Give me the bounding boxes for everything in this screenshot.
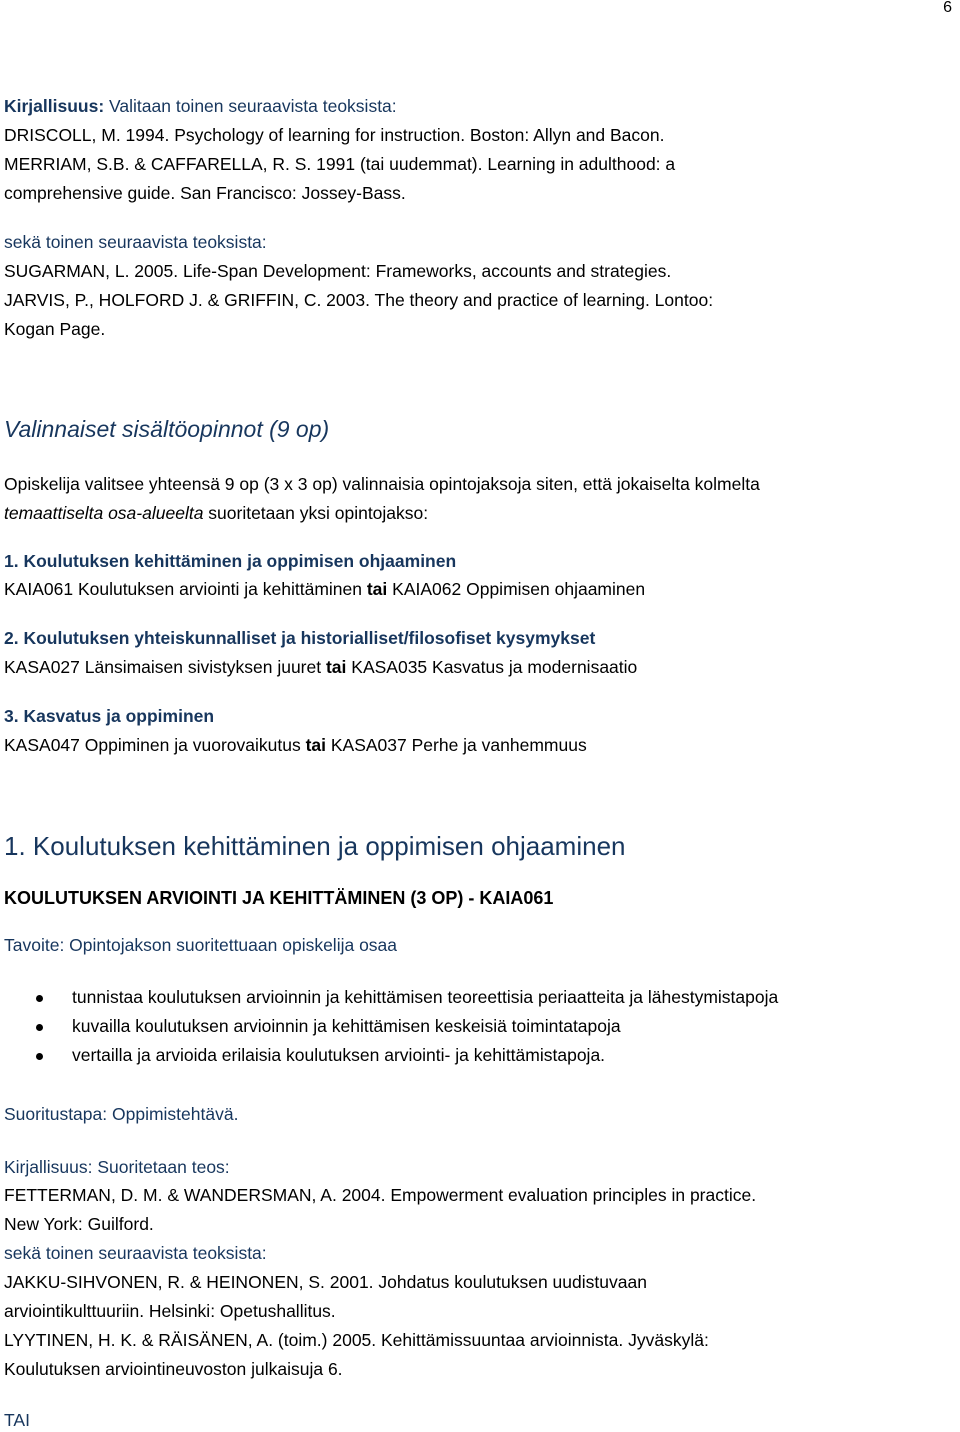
bullet-icon xyxy=(36,995,43,1002)
electives-intro-cont xyxy=(4,505,428,523)
course-option: KASA035 Kasvatus ja modernisaatio xyxy=(346,657,638,677)
elective-area-title: 1. Koulutuksen kehittäminen ja oppimisen ohjaaminen xyxy=(4,551,457,571)
goal-line xyxy=(4,937,397,955)
electives-heading: Valinnaiset sisältöopinnot (9 op) xyxy=(4,416,330,442)
section-heading: 1. Koulutuksen kehittäminen ja oppimisen ohjaaminen xyxy=(4,831,626,861)
list-item-text: vertailla ja arvioida erilaisia koulutuksen arviointi- ja kehittämistapoja. xyxy=(72,1045,606,1065)
elective-area-courses xyxy=(4,659,637,677)
page-number: 6 xyxy=(943,0,952,16)
or-label: tai xyxy=(325,657,347,677)
elective-area-title: 2. Koulutuksen yhteiskunnalliset ja historialliset/filosofiset kysymykset xyxy=(4,628,596,648)
course-option: KASA027 Länsimaisen sivistyksen juuret xyxy=(4,657,326,677)
literature-entry: DRISCOLL, M. 1994. Psychology of learning for instruction. Boston: Allyn and Bacon. xyxy=(4,125,665,145)
literature-intro xyxy=(4,98,397,116)
method-text: Oppimistehtävä. xyxy=(107,1104,239,1124)
course-option: KAIA062 Oppimisen ohjaaminen xyxy=(387,579,646,599)
literature-intro-text: Suoritetaan teos: xyxy=(92,1157,230,1177)
list-item-text: kuvailla koulutuksen arvioinnin ja kehittämisen keskeisiä toimintatapoja xyxy=(72,1016,621,1036)
course-option: KASA037 Perhe ja vanhemmuus xyxy=(326,735,587,755)
goal-label: Tavoite: xyxy=(4,935,65,955)
literature-entry: MERRIAM, S.B. & CAFFARELLA, R. S. 1991 (tai uudemmat). Learning in adulthood: a xyxy=(4,154,676,174)
bullet-icon xyxy=(36,1053,43,1060)
course-option: KASA047 Oppiminen ja vuorovaikutus xyxy=(4,735,306,755)
literature-second-intro: sekä toinen seuraavista teoksista: xyxy=(4,232,267,252)
literature-entry: Kogan Page. xyxy=(4,319,106,339)
literature-entry: New York: Guilford. xyxy=(4,1214,154,1234)
literature-second-intro: sekä toinen seuraavista teoksista: xyxy=(4,1243,267,1263)
electives-intro-italic: temaattiselta osa-alueelta xyxy=(4,503,204,523)
course-option: KAIA061 Koulutuksen arviointi ja kehittäminen xyxy=(4,579,367,599)
literature-label: Kirjallisuus: xyxy=(4,96,105,116)
goal-text: Opintojakson suoritettuaan opiskelija osaa xyxy=(64,935,398,955)
electives-intro-rest: suoritetaan yksi opintojakso: xyxy=(203,503,429,523)
literature-entry: SUGARMAN, L. 2005. Life-Span Development: Frameworks, accounts and strategies. xyxy=(4,261,672,281)
or-separator: TAI xyxy=(4,1410,30,1430)
electives-intro: Opiskelija valitsee yhteensä 9 op (3 x 3 op) valinnaisia opintojaksoja siten, että jokaiselta kolmelta xyxy=(4,474,760,494)
elective-area-courses xyxy=(4,581,645,599)
elective-area-courses xyxy=(4,737,587,755)
literature-entry: FETTERMAN, D. M. & WANDERSMAN, A. 2004. Empowerment evaluation principles in practice. xyxy=(4,1185,757,1205)
method-label: Suoritustapa: xyxy=(4,1104,108,1124)
literature-entry: Koulutuksen arviointineuvoston julkaisuja 6. xyxy=(4,1359,343,1379)
or-label: tai xyxy=(305,735,326,755)
bullet-icon xyxy=(36,1024,43,1031)
literature-intro xyxy=(4,1159,230,1177)
or-label: tai xyxy=(366,579,388,599)
list-item-text: tunnistaa koulutuksen arvioinnin ja kehittämisen teoreettisia periaatteita ja lähestymistapoja xyxy=(72,987,779,1007)
elective-area-title: 3. Kasvatus ja oppiminen xyxy=(4,706,215,726)
method-line xyxy=(4,1106,238,1124)
literature-entry: JAKKU-SIHVONEN, R. & HEINONEN, S. 2001. Johdatus koulutuksen uudistuvaan xyxy=(4,1272,647,1292)
literature-label: Kirjallisuus: xyxy=(4,1157,93,1177)
literature-entry: arviointikulttuuriin. Helsinki: Opetushallitus. xyxy=(4,1301,336,1321)
literature-entry: comprehensive guide. San Francisco: Jossey-Bass. xyxy=(4,183,406,203)
literature-entry: JARVIS, P., HOLFORD J. & GRIFFIN, C. 2003. The theory and practice of learning. Lontoo: xyxy=(4,290,714,310)
literature-intro-text: Valitaan toinen seuraavista teoksista: xyxy=(104,96,397,116)
course-title: KOULUTUKSEN ARVIOINTI JA KEHITTÄMINEN (3 OP) - KAIA061 xyxy=(4,888,554,908)
literature-entry: LYYTINEN, H. K. & RÄISÄNEN, A. (toim.) 2005. Kehittämissuuntaa arvioinnista. Jyväskylä: xyxy=(4,1330,709,1350)
